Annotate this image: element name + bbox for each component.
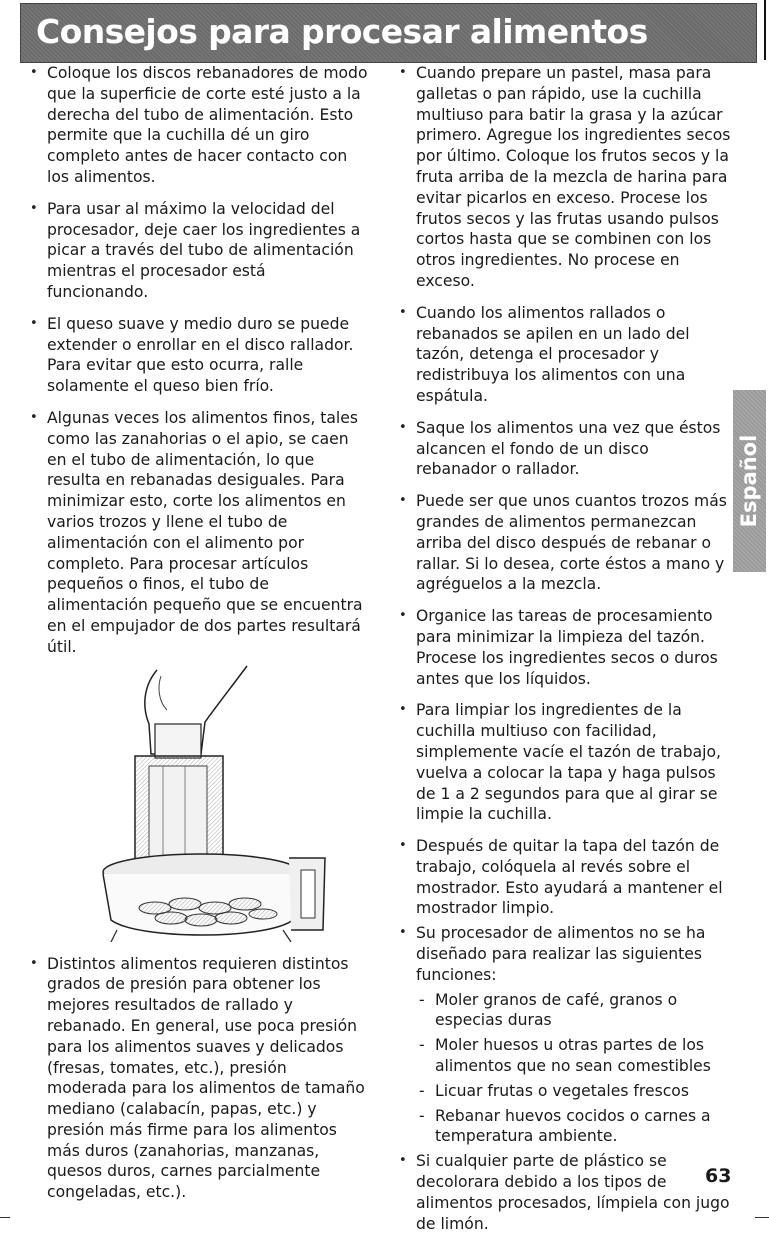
tip-item: • Para limpiar los ingredientes de la cuchilla multiuso con facilidad, simplemente vacíe el tazón de trabajo, vuelva a colocar la tapa y haga pulsos de 1 a 2 segundos para que al girar se limpie la cuchilla. (399, 700, 734, 825)
header-edge-rule (764, 0, 766, 60)
dash-list (416, 990, 734, 1148)
tip-item: • El queso suave y medio duro se puede extender o enrollar en el disco rallador. Para evitar que esto ocurra, ralle solamente el queso bien frío. (30, 314, 368, 397)
left-tips-list-2 (30, 954, 368, 1204)
dash-item: - Licuar frutas o vegetales frescos (416, 1081, 734, 1102)
right-column (399, 63, 734, 1245)
left-column (30, 63, 368, 1214)
tip-item: • Distintos alimentos requieren distintos grados de presión para obtener los mejores resultados de rallado y rebanado. En general, use poca presión para los alimentos suaves y delicados (fresas, tomates, etc.), presión moderada para los alimentos de tamaño mediano (calabacín, papas, etc.) y presión más firme para los alimentos más duros (zanahorias, manzanas, quesos duros, carnes parcialmente congeladas, etc.). (30, 954, 368, 1204)
language-tab-label: Español (737, 434, 761, 528)
page-number: 63 (705, 1165, 732, 1187)
list-intro: Su procesador de alimentos no se ha diseñado para realizar las siguientes funciones: (416, 924, 706, 984)
tip-item: • Algunas veces los alimentos finos, tales como las zanahorias o el apio, se caen en el tubo de alimentación, lo que resulta en rebanadas desiguales. Para minimizar esto, corte los alimentos en varios trozos y llene el tubo de alimentación con el alimento por completo. Para procesar artículos pequeños o finos, el tubo de alimentación pequeño que se encuentra en el empujador de dos partes resultará útil. (30, 408, 368, 658)
dash-item: - Moler granos de café, granos o especias duras (416, 990, 734, 1032)
dash-item: - Moler huesos u otras partes de los alimentos que no sean comestibles (416, 1035, 734, 1077)
right-tips-list (399, 63, 734, 1234)
tip-item: • Organice las tareas de procesamiento para minimizar la limpieza del tazón. Procese los ingredientes secos o duros antes que los líquidos. (399, 606, 734, 689)
crop-mark-right (755, 1217, 769, 1218)
tip-item: • Puede ser que unos cuantos trozos más grandes de alimentos permanezcan arriba del disco después de rebanar o rallar. Si lo desea, corte éstos a mano y agréguelos a la mezcla. (399, 491, 734, 595)
dash-item: - Rebanar huevos cocidos o carnes a temperatura ambiente. (416, 1106, 734, 1148)
left-tips-list (30, 63, 368, 658)
page-title: Consejos para procesar alimentos (36, 12, 648, 51)
tip-item: • Cuando los alimentos rallados o rebanados se apilen en un lado del tazón, detenga el procesador y redistribuya los alimentos con una espátula. (399, 303, 734, 407)
tip-item: • Saque los alimentos una vez que éstos alcancen el fondo de un disco rebanador o rallador. (399, 418, 734, 480)
food-processor-illustration (97, 662, 337, 942)
tip-item: • Después de quitar la tapa del tazón de trabajo, colóquela al revés sobre el mostrador. Esto ayudará a mantener el mostrador limpio. (399, 836, 734, 919)
tip-item: • Coloque los discos rebanadores de modo que la superficie de corte esté justo a la derecha del tubo de alimentación. Esto permite que la cuchilla dé un giro completo antes de hacer contacto con los alimentos. (30, 63, 368, 188)
tip-item: • Si cualquier parte de plástico se decolorara debido a los tipos de alimentos procesados, límpiela con jugo de limón. (399, 1151, 734, 1234)
tip-item: • Cuando prepare un pastel, masa para galletas o pan rápido, use la cuchilla multiuso para batir la grasa y la azúcar primero. Agregue los ingredientes secos por último. Coloque los frutos secos y la fruta arriba de la mezcla de harina para evitar picarlos en exceso. Procese los frutos secos y las frutas usando pulsos cortos hasta que se combinen con los otros ingredientes. No procese en exceso. (399, 63, 734, 292)
language-tab (733, 390, 766, 572)
crop-mark-left (0, 1217, 10, 1218)
tip-item: • Para usar al máximo la velocidad del procesador, deje caer los ingredientes a picar a través del tubo de alimentación mientras el procesador está funcionando. (30, 199, 368, 303)
section-header (20, 3, 757, 63)
not-designed-for-item (399, 923, 734, 1147)
